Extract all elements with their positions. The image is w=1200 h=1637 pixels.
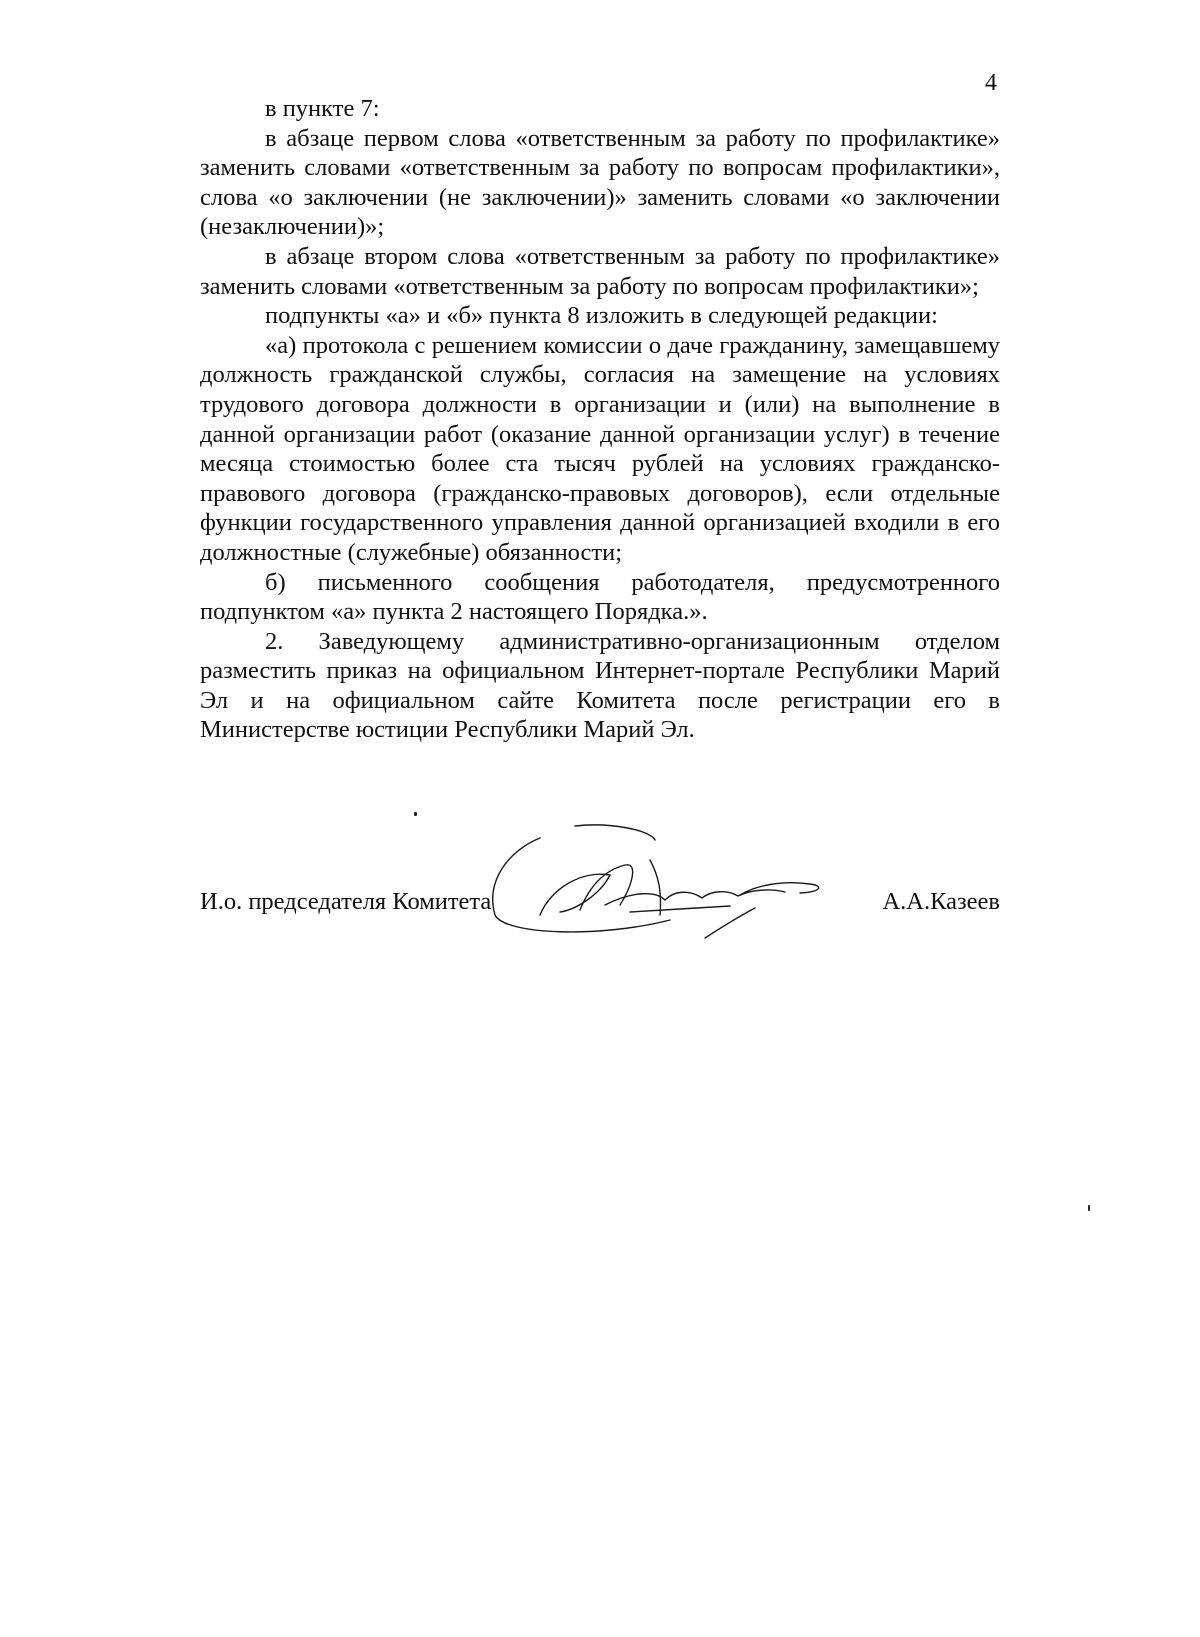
paragraph-subitem-b: б) письменного сообщения работодателя, предусмотренного подпунктом «а» пункта 2 настоящего Порядка.».	[200, 568, 1000, 626]
signer-name: А.А.Казеев	[882, 888, 1000, 915]
scan-speck	[414, 812, 417, 816]
paragraph-subitems-intro: подпункты «а» и «б» пункта 8 изложить в следующей редакции:	[265, 302, 938, 330]
paragraph-subitem-a: «а) протокола с решением комиссии о даче гражданину, замещавшему должность гражданской службы, согласия на замещение на условиях трудового договора должности в организации и (или) на выполнение в данной организации работ (оказание данной организации услуг) в течение месяца стоимостью более ста тысяч рублей на условиях гражданско-правового договора (гражданско-правовых договоров), если отдельные функции государственного управления данной организацией входили в его должностные (служебные) обязанности;	[200, 331, 1000, 566]
signer-title: И.о. председателя Комитета	[200, 888, 492, 915]
paragraph-item-7-intro: в пункте 7:	[265, 95, 380, 122]
signature-block	[200, 820, 1000, 950]
scan-speck	[1088, 1205, 1090, 1211]
page-number: 4	[985, 70, 997, 96]
paragraph-first-abzac: в абзаце первом слова «ответственным за работу по профилактике» заменить словами «ответственным за работу по вопросам профилактики», слова «о заключении (не заключении)» заменить словами «о заключении (незаключении)»;	[200, 124, 1000, 241]
document-body	[200, 94, 1000, 745]
paragraph-item-2: 2. Заведующему административно-организационным отделом разместить приказ на официальном Интернет-портале Республики Марий Эл и на официальном сайте Комитета после регистрации его в Министерстве юстиции Республики Марий Эл.	[200, 627, 1000, 744]
paragraph-second-abzac: в абзаце втором слова «ответственным за работу по профилактике» заменить словами «ответственным за работу по вопросам профилактики»;	[200, 242, 1000, 300]
handwritten-signature	[480, 820, 840, 945]
